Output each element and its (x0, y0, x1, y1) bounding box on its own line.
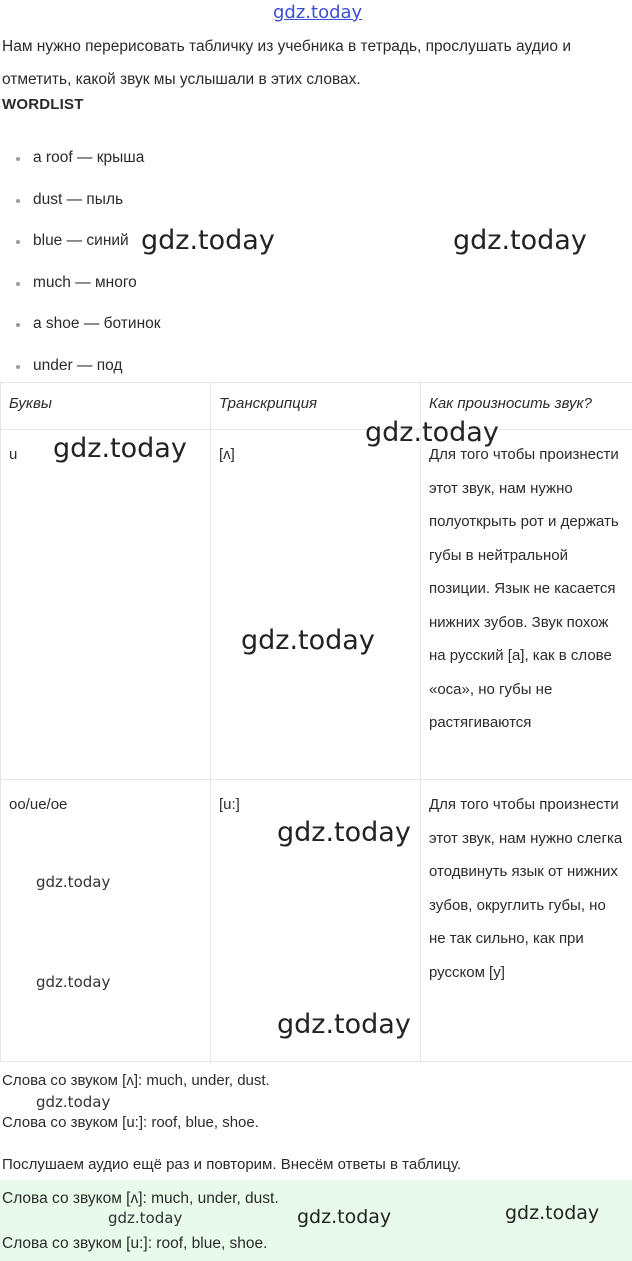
watermark: gdz.today (36, 973, 111, 991)
word-list (0, 142, 161, 392)
watermark: gdz.today (53, 433, 187, 464)
watermark: gdz.today (141, 225, 275, 256)
words-with-u-sound: Слова со звуком [u:]: roof, blue, shoe. (2, 1114, 259, 1131)
list-item: a roof — крыша (0, 142, 161, 184)
header-letters: Буквы (1, 383, 211, 430)
watermark: gdz.today (297, 1206, 392, 1228)
sound-table (0, 382, 632, 1062)
watermark: gdz.today (505, 1202, 600, 1224)
header-pronunciation: Как произносить звук? (421, 383, 632, 430)
cell-transcription: [u:] (211, 780, 421, 1062)
words-with-a-sound: Слова со звуком [ʌ]: much, under, dust. (2, 1072, 270, 1089)
answer-line-a: Слова со звуком [ʌ]: much, under, dust. (2, 1190, 279, 1207)
watermark: gdz.today (241, 625, 375, 656)
cell-letters: oo/ue/oe (1, 780, 211, 1062)
answer-line-u: Слова со звуком [u:]: roof, blue, shoe. (2, 1235, 268, 1252)
cell-pronunciation: Для того чтобы произнести этот звук, нам нужно полуоткрыть рот и держать губы в нейтральной позиции. Язык не касается нижних зубов. Звук похож на русский [а], как в слове «оса», но губы не растягиваются (421, 430, 632, 780)
watermark-link[interactable]: gdz.today (273, 2, 363, 23)
watermark: gdz.today (36, 1093, 111, 1111)
list-item: blue — синий (0, 225, 161, 267)
cell-letters: u (1, 430, 211, 780)
cell-transcription: [ʌ] (211, 430, 421, 780)
intro-text: Нам нужно перерисовать табличку из учебника в тетрадь, прослушать аудио и отметить, какой звук мы услышали в этих словах. (2, 38, 572, 88)
cell-pronunciation: Для того чтобы произнести этот звук, нам нужно слегка отодвинуть язык от нижних зубов, округлить губы, но не так сильно, как при русском [у] (421, 780, 632, 1062)
list-item: under — под (0, 350, 161, 392)
table-header-row (1, 383, 632, 430)
list-item: a shoe — ботинок (0, 308, 161, 350)
table-row (1, 430, 632, 780)
watermark: gdz.today (277, 817, 411, 848)
list-item: much — много (0, 267, 161, 309)
watermark: gdz.today (365, 417, 499, 448)
watermark: gdz.today (36, 873, 111, 891)
wordlist-title: WORDLIST (2, 96, 84, 113)
watermark: gdz.today (108, 1209, 183, 1227)
watermark: gdz.today (277, 1009, 411, 1040)
watermark: gdz.today (453, 225, 587, 256)
listen-again-text: Послушаем аудио ещё раз и повторим. Внесём ответы в таблицу. (2, 1156, 461, 1173)
list-item: dust — пыль (0, 184, 161, 226)
header-transcription: Транскрипция (211, 383, 421, 430)
